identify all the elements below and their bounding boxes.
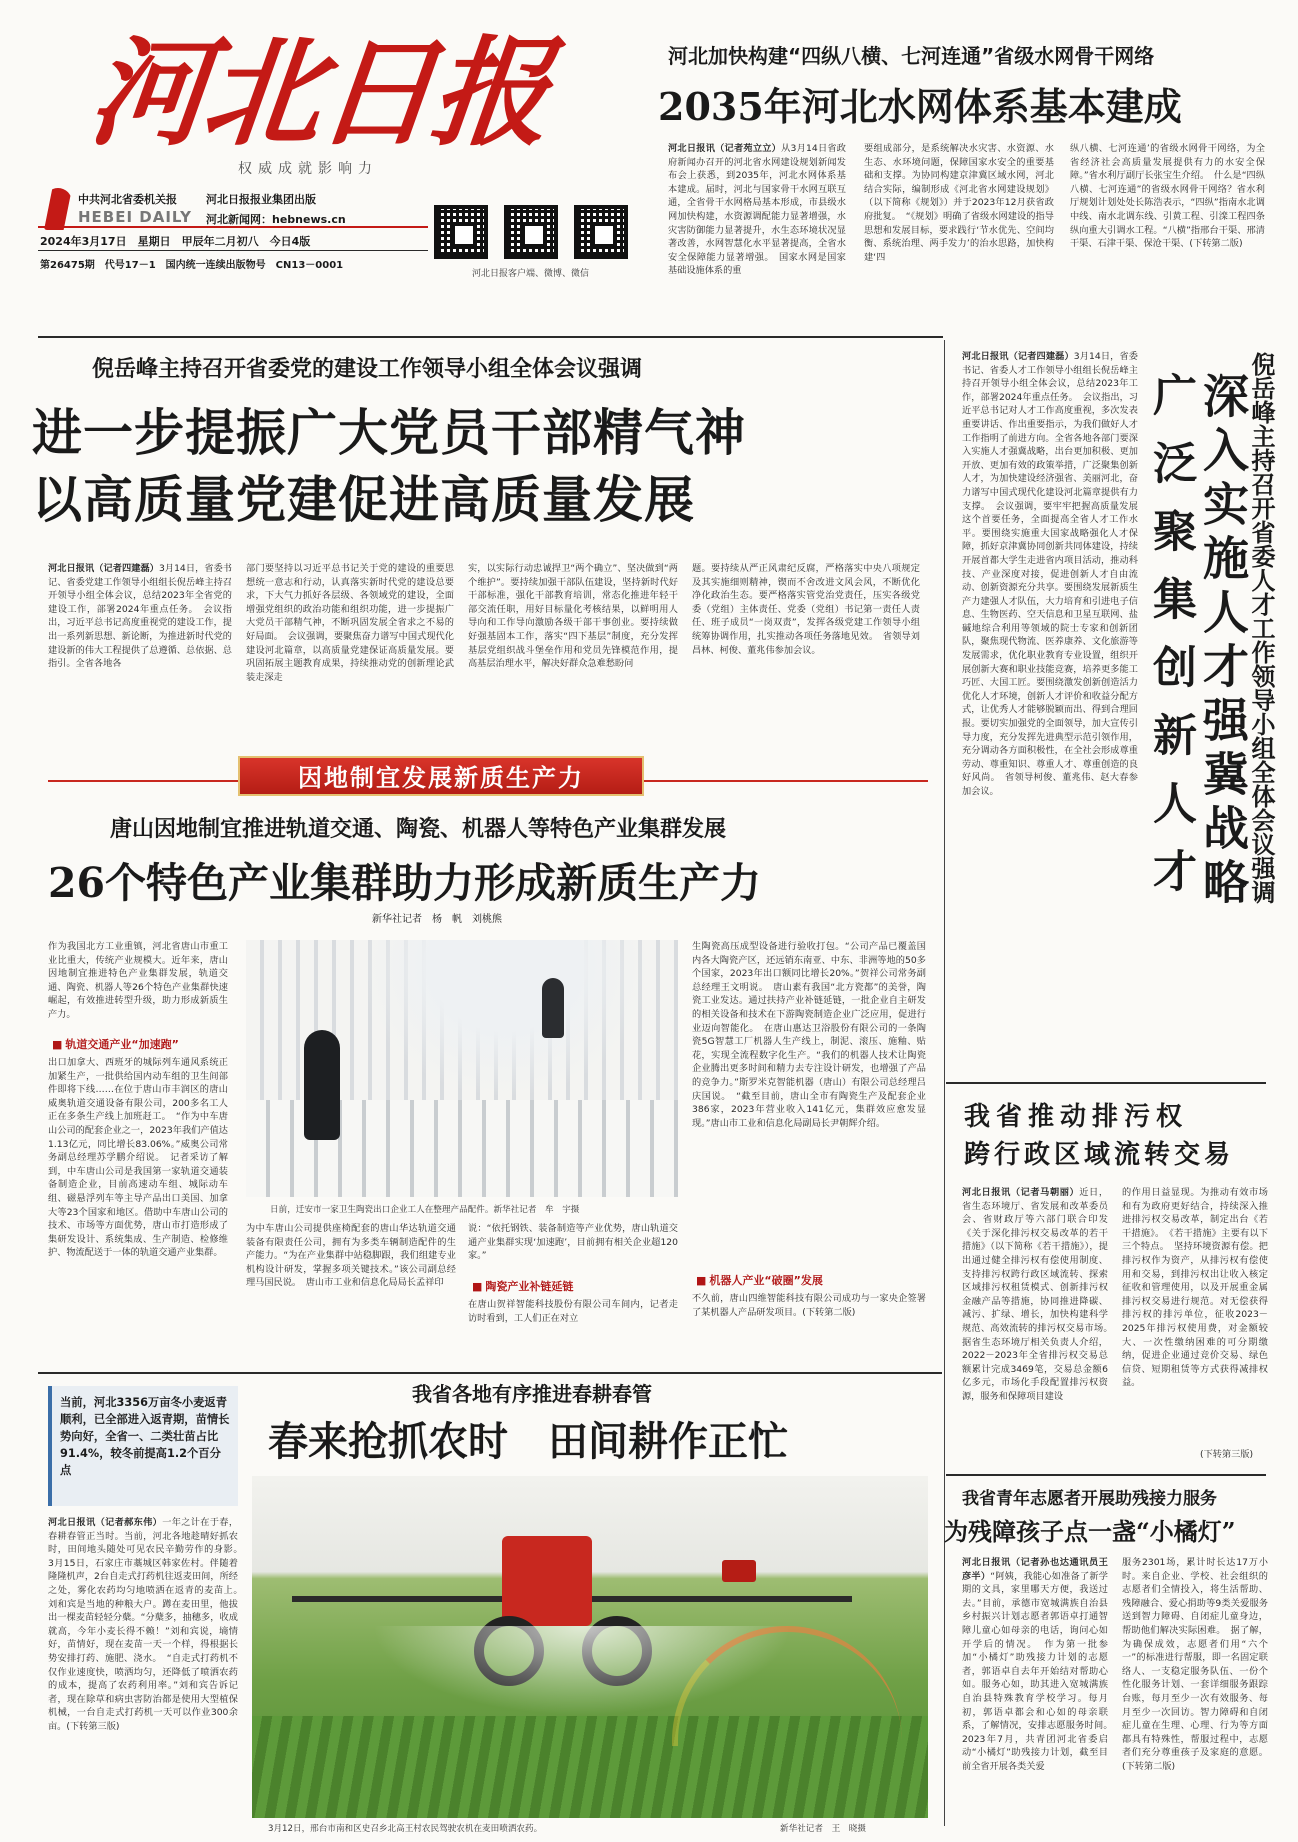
issue-line: 第26475期 代号17－1 国内统一连续出版物号 CN13－0001	[40, 260, 344, 271]
tangshan-reporters: 新华社记者 杨 帆 刘桃熊	[372, 914, 502, 925]
lead-story-kicker: 倪岳峰主持召开省委党的建设工作领导小组全体会议强调	[92, 357, 643, 382]
volunteer-kicker: 我省青年志愿者开展助残接力服务	[962, 1489, 1217, 1509]
worker-figure-2	[542, 978, 564, 1038]
lead-story-col2: 部门要坚持以习近平总书记关于党的建设的重要思想统一意志和行动，认真落实新时代党的建设总要求，下大气力抓好各层级、各领域党的建设，全面增强党组织的政治功能和组织功能，进一步提振广大党员干部精气神，不断巩固发展全省求之不易的好局面。 会议强调，要聚焦奋力谱写中国式现代化建设河北篇章，以高质量党建保证高质量发展。要巩固拓展主题教育成果，持续推动党的创新理论武装走深走	[246, 563, 454, 683]
side-story-divider	[944, 340, 945, 1512]
tangshan-col1: 出口加拿大、西班牙的城际列车通风系统正加紧生产，一批供给国内动车组的卫生间部件即将下线……在位于唐山市丰润区的唐山威奥轨道交通设备有限公司，200多名工人正在多条生产线上加班赶工。 “作为中车唐山公司的配套企业之一，2023年我们产值达1.13亿元，同比增长83.06%。”威奥公司常务副总经理苏学鹏介绍说。 记者采访了解到，中车唐山公司是我国第一家轨道交通装备制造企业，目前高速动车组、城际动车组、磁悬浮列车等主导产品出口美国、加拿大等23个国家和地区。借助中车唐山公司的技术、市场等方面优势，唐山市打造形成了集研发设计、系统集成、生产制造、检修维护、物流配送于一体的轨道交通产业集群。	[48, 1057, 228, 1259]
qr-code-wechat-icon[interactable]	[574, 205, 628, 259]
volunteer-col1: 河北日报讯（记者孙也达通讯员王彦半）“阿姨，我能心如准备了新学期的文具，家里哪天方便，我送过去。”目前，承德市宽城满族自治县乡村振兴计划志愿者郭语卓打通智障儿童心如母亲的电话，询问心如开学后的情况。 作为第一批参加“小橘灯”助残接力计划的志愿者，郭语卓自去年开始结对帮助心如。服务心如，助其进入宽城满族自治县特殊教育学校学习。每月初，郭语卓都会和心如的母亲联系，了解情况，安排志愿服务时间。 2023年7月，共青团河北省委启动“小橘灯”助残接力计划，截至目前全省开展各类关爱	[962, 1557, 1118, 1772]
top-section-divider	[38, 336, 943, 338]
tangshan-intro: 作为我国北方工业重镇，河北省唐山市重工业比重大，传统产业规模大。近年来，唐山因地制宜推进特色产业集群发展，轨道交通、陶瓷、机器人等26个特色产业集群快速崛起，有效推进转型升级，助力形成新质生产力。	[48, 941, 228, 1020]
masthead-title: 河北日报	[82, 23, 554, 162]
top-story-col2: 要组成部分，是系统解决水灾害、水资源、水生态、水环境问题，保障国家水安全的重要基础和支撑。为协同构建京津冀区域水网，河北结合实际，编制形成《河北省水网建设规划》（以下简称《规划》）并于2023年12月获省政府批复。 “《规划》明确了省级水网建设的指导思想和发展目标，要求践行‘节水优先、空间均衡、系统治理、两手发力’的治水思路，加快构建‘四	[864, 143, 1054, 263]
tangshan-col3-bottom: 说：“依托钢铁、装备制造等产业优势，唐山轨道交通产业集群实现‘加速跑’，目前拥有相关企业超120家。”	[468, 1223, 678, 1262]
website: 河北新闻网：hebnews.cn	[206, 213, 346, 226]
masthead-slogan: 权威成就影响力	[238, 161, 378, 177]
farm-kicker: 我省各地有序推进春耕春管	[412, 1382, 652, 1406]
date-line: 2024年3月17日 星期日 甲辰年二月初八 今日4版	[40, 235, 311, 248]
lead-story-col4: 题。要持续从严正风肃纪反腐，严格落实中央八项规定及其实施细则精神，锲而不舍改进文风会风，不断优化净化政治生态。要严格落实管党治党责任，压实各级党委（党组）主体责任、党委（党组）书记第一责任人责任、班子成员“一岗双责”，发挥各级党建工作领导小组统筹协调作用，扎实推动各项任务落地见效。 省领导刘昌林、柯俊、董兆伟参加会议。	[692, 563, 920, 656]
pollution-col2-end: (下转第三版)	[1200, 1449, 1254, 1460]
pollution-top-divider	[946, 1082, 1266, 1084]
farm-headline: 春来抢抓农时 田间耕作正忙	[268, 1418, 788, 1465]
volunteer-headline: 为残障孩子点一盏“小橘灯”	[944, 1517, 1236, 1546]
pollution-headline-2: 跨行政区域流转交易	[964, 1140, 1235, 1170]
worker-figure	[304, 1030, 340, 1140]
issue-divider	[38, 250, 428, 251]
qr-code-weibo-icon[interactable]	[504, 205, 558, 259]
lead-story-headline-2: 以高质量党建促进高质量发展	[32, 470, 695, 529]
publisher-line-2: 河北日报报业集团出版	[206, 193, 316, 206]
pollution-headline-1: 我省推动排污权	[964, 1102, 1189, 1132]
tangshan-subhead-ceramics: ■ 陶瓷产业补链延链	[472, 1278, 573, 1294]
english-name: HEBEI DAILY	[78, 208, 193, 226]
volunteer-top-divider	[946, 1474, 1266, 1476]
farm-sprayer-photo	[252, 1476, 928, 1818]
tangshan-headline: 26个特色产业集群助力形成新质生产力	[48, 859, 762, 907]
farm-highlight-box	[48, 1386, 238, 1506]
volunteer-col2: 服务2301场，累计时长达17万小时。来自企业、学校、社会组织的志愿者们全情投入，将生活帮助、残障融合、爱心捐助等9类关爱服务送到智力障碍、自闭症儿童身边，帮助他们解决实际困难。 据了解，为确保成效，志愿者们用“六个一”的标准进行帮服，即一名固定联络人、一支稳定服务队伍、一份个性化服务计划、一套详细服务跟踪台账，每月至少一次有效服务、每月至少一次回访。智力障碍和自闭症儿童在生理、心理、行为等方面都具有特殊性，帮服过程中，志愿者们充分尊重孩子及家庭的意愿。(下转第二版)	[1122, 1557, 1268, 1772]
farm-photo-caption: 3月12日，邢台市南和区史召乡北高王村农民驾驶农机在麦田喷洒农药。	[268, 1824, 543, 1834]
ceramics-factory-photo	[246, 940, 678, 1197]
tangshan-col4: 生陶瓷高压成型设备进行验收打包。“公司产品已覆盖国内各大陶瓷产区，还远销东南亚、中东、非洲等地的50多个国家，2023年出口额同比增长20%。”贺祥公司常务副总经理王文明说。 唐山素有我国“北方瓷都”的美誉，陶瓷工业发达。通过扶持产业补链延链，一批企业自主研发的相关设备和技术在下游陶瓷制造企业广泛应用，促进行业迈向智能化。 在唐山惠达卫浴股份有限公司的一条陶瓷5G智慧工厂机器人生产线上，制泥、滚压、施釉、贴花，实现全流程数字化生产。“我们的机器人技术让陶瓷企业腾出更多时间和精力去专注设计研发，也增强了产品的竞争力。”斯罗米克智能机器（唐山）有限公司总经理吕庆国说。 “截至目前，唐山全市有陶瓷生产及配套企业386家，2023年营业收入141亿元，集群效应愈发显现。”唐山市工业和信息化局副局长尹朝辉介绍。	[692, 941, 926, 1129]
farm-photo-credit: 新华社记者 王 晓摄	[780, 1824, 866, 1834]
tangshan-subhead-robot: ■ 机器人产业“破圈”发展	[696, 1272, 823, 1288]
top-story-headline: 2035年河北水网体系基本建成	[658, 84, 1182, 129]
pollution-col2: 的作用日益显现。为推动有效市场和有为政府更好结合，持续深入推进排污权交易改革，制定出台《若干措施》。 《若干措施》主要有以下三个特点。 坚持环境资源有偿。把排污权作为资产，从排污权有偿使用和交易，到排污权出让收入核定征收和管理使用，以及开展重金属排污权交易进行规范。对无偿获得排污权的排污单位，征收2023－2025年排污权使用费，对金额较大、一次性缴纳困难的可分期缴纳，促进企业通过竞价交易、绿色信贷、短期租赁等方式获得减排权益。	[1122, 1187, 1268, 1389]
top-story-col3: 纵八横、七河连通’的省级水网骨干网络，为全省经济社会高质量发展提供有力的水安全保障。”省水利厅副厅长张宝生介绍。 什么是“四纵八横、七河连通”的省级水网骨干网络？省水利厅规划计划处处长陈浩表示，“四纵”指南水北调中线、南水北调东线、引黄工程、引滦工程四条纵向重大引调水工程。“八横”指邢台干渠、邢清干渠、石津干渠、保沧干渠、(下转第二版)	[1070, 143, 1265, 250]
tangshan-col2-bottom: 为中车唐山公司提供座椅配套的唐山华达轨道交通装备有限责任公司，拥有为多类车辆制造配件的生产能力。“为在产业集群中站稳脚跟，我们组建专业机构设计研发，掌握多项关键技术。”该公司副总经理马国民说。 唐山市工业和信息化局局长孟祥印	[246, 1223, 456, 1289]
farm-text: 河北日报讯（记者郝东伟）一年之计在于春，春耕春管正当时。当前，河北各地趁晴好抓农时，田间地头随处可见农民辛勤劳作的身影。 3月15日，石家庄市藁城区韩家佐村。伴随着隆隆机声，2台自走式打药机往返麦田间，所经之处，雾化农药均匀地喷洒在返青的麦苗上。 刘和宾是当地的种粮大户。蹲在麦田里，他拔出一棵麦苗轻轻分蘖。“分蘖多，抽穗多，收成就高，今年小麦长得不赖！”刘和宾说，墒情好，苗情好，现在麦苗一天一个样，得根据长势安排打药、施肥、浇水。 “自走式打药机不仅作业速度快，喷洒均匀，还降低了喷洒农药的成本，提高了农药利用率。”刘和宾告诉记者，现在除草和病虫害防治都是使用大型植保机械，一台自走式打药机一天可以作业300余亩。(下转第三版)	[48, 1517, 248, 1732]
publisher-line-1: 中共河北省委机关报	[78, 193, 177, 206]
qr-caption: 河北日报客户端、微博、微信	[472, 269, 590, 279]
side-story-headline-2: 广泛聚集创新人才	[1145, 372, 1196, 916]
hebei-daily-logo-icon	[44, 188, 72, 230]
farm-highlight-text: 当前，河北3356万亩冬小麦返青顺利，已全部进入返青期，苗情长势向好，全省一、二类壮苗占比91.4%，较冬前提高1.2个百分点	[60, 1396, 230, 1477]
qr-code-app-icon[interactable]	[434, 205, 488, 259]
distant-tractor	[722, 1560, 756, 1582]
lead-story-col1: 河北日报讯（记者四建磊）3月14日，省委书记、省委党建工作领导小组组长倪岳峰主持召开领导小组全体会议，总结2023年全省党的建设工作，部署2024年重点任务。 会议指出，习近平总书记高度重视党的建设工作，提出一系列新思想、新论断，为推进新时代党的建设新的伟大工程提供了总遵循、总依据、总指引。全省各地各	[48, 563, 232, 670]
tangshan-subhead-rail: ■ 轨道交通产业“加速跑”	[52, 1036, 179, 1052]
farm-top-divider	[38, 1372, 942, 1374]
lead-story-col3: 实，以实际行动忠诚捍卫“两个确立”、坚决做到“两个维护”。要持续加强干部队伍建设，坚持新时代好干部标准，强化干部教育培训，常态化推进年轻干部交流任职，用好目标量化考核结果，以鲜明用人导向和工作导向激励各级干部干事创业。要持续做好强基固本工作，落实“四下基层”制度，充分发挥基层党组织战斗堡垒作用和党员先锋模范作用，提高基层治理水平，解决好群众急难愁盼问	[468, 563, 678, 670]
top-story-col1: 河北日报讯（记者苑立立）从3月14日省政府新闻办召开的河北省水网建设规划新闻发布会上获悉，到2035年，河北水网体系基本建成。届时，河北与国家骨干水网互联互通，全省骨干水网格局基本形成，市县级水网加快构建，水资源调配能力显著增强，水灾害防御能力显著提升，水生态环境状况显著改善，水网智慧化水平显著提高，全省水安全保障能力显著增强。 国家水网是国家基础设施体系的重	[668, 143, 846, 277]
ceramics-photo-caption: 日前，迁安市一家卫生陶瓷出口企业工人在整理产品配件。新华社记者 牟 宇摄	[270, 1205, 580, 1215]
side-story-kicker: 倪岳峰主持召开省委人才工作领导小组全体会议强调	[1247, 352, 1275, 904]
tractor-body	[502, 1536, 592, 1626]
side-story-headline-1: 深入实施人才强冀战略	[1196, 372, 1250, 912]
top-story-kicker: 河北加快构建“四纵八横、七河连通”省级水网骨干网络	[668, 44, 1155, 68]
side-story-text: 河北日报讯（记者四建磊）3月14日，省委书记、省委人才工作领导小组组长倪岳峰主持召开领导小组全体会议，总结2023年工作，部署2024年重点任务。 会议指出，习近平总书记对人才工作高度重视，多次发表重要讲话、作出重要指示，为我们做好人才工作指明了前进方向。全省各地各部门要深入实施人才强冀战略，出台更加积极、更加开放、更加有效的政策举措，广泛聚集创新人才，为加快建设经济强省、美丽河北，奋力谱写中国式现代化建设河北篇章提供有力支撑。 会议强调，要牢牢把握高质量发展这个首要任务，全面提高全省人才工作水平。要围绕实施重大国家战略强化人才保障，抓好京津冀协同创新共同体建设，持续开展首都大学生走进省内项目活动，推动科技、产业深度对接，促进创新人才自由流动、创新资源充分共享。要围绕发展新质生产力建强人才队伍，大力培育和引进电子信息、生物医药、空天信息和卫星互联网、盐碱地综合利用等领域的院士专家和创新团队，聚焦现代物流、医养康养、文化旅游等发展需求，优化职业教育专业设置，组织开展创新大赛和职业技能竞赛，培养更多能工巧匠、大国工匠。要围绕激发创新创造活力优化人才环境，创新人才评价和收益分配方式，让优秀人才能够脱颖而出、得到合理回报。要切实加强党的全面领导，加大宣传引导力度，充分发挥先进典型示范引领作用，充分调动各方面积极性，在全社会形成尊重劳动、尊重知识、尊重人才、尊重创造的良好风尚。 省领导柯俊、董兆伟、赵大春参加会议。	[962, 351, 1138, 797]
tangshan-col3-bottom-2: 在唐山贺祥智能科技股份有限公司车间内，记者走访时看到，工人们正在对立	[468, 1299, 678, 1324]
pollution-col1: 河北日报讯（记者马朝丽）近日，省生态环境厅、省发展和改革委员会、省财政厅等六部门联合印发《关于深化排污权交易改革的若干措施》（以下简称《若干措施》），提出通过健全排污权有偿使用制度、支持排污权跨行政区域流转、探索区域排污权租赁模式、创新排污权金融产品等措施，协同推进降碳、减污、扩绿、增长，加快构建科学规范、高效流转的排污权交易市场。 据省生态环境厅相关负责人介绍，2022－2023年全省排污权交易总额累计完成3469笔，交易总金额6亿多元，市场化手段配置排污权资源，服务和保障项目建设	[962, 1187, 1118, 1402]
banner-label: 因地制宜发展新质生产力	[238, 756, 644, 796]
tangshan-col4-bottom: 不久前，唐山四维智能科技有限公司成功与一家央企签署了某机器人产品研发项目。(下转第二版)	[692, 1293, 926, 1318]
tangshan-kicker: 唐山因地制宜推进轨道交通、陶瓷、机器人等特色产业集群发展	[110, 817, 727, 842]
masthead-divider	[38, 226, 428, 228]
lead-story-headline-1: 进一步提振广大党员干部精气神	[32, 403, 746, 462]
